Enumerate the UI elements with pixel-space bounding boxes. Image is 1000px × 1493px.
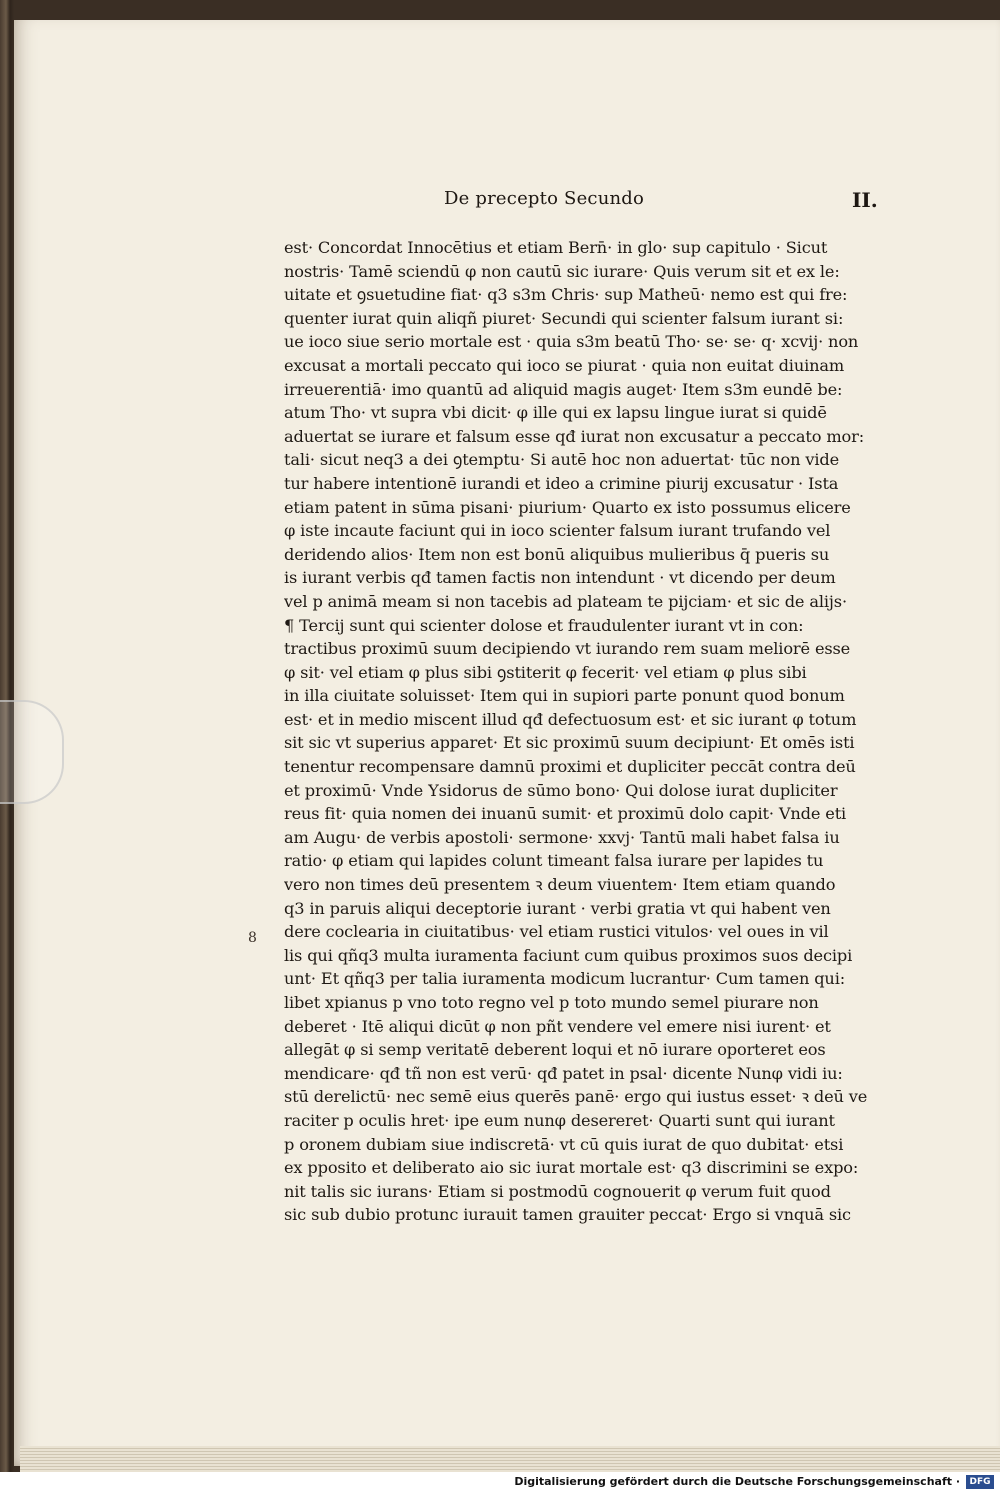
text-line: ratio· φ etiam qui lapides colunt timeant falsa iurare per lapides tu (284, 851, 824, 871)
text-line: libet xpianus p vno toto regno vel p toto mundo semel piurare non (284, 993, 819, 1012)
text-line: est· Concordat Innocētius et etiam Bern̄· in glo· sup capitulo · Sicut (284, 238, 828, 257)
text-line: ¶ Tercij sunt qui scienter dolose et fraudulenter iurant vt in con: (284, 615, 804, 635)
text-line: raciter p oculis hret· ipe eum nunφ desereret· Quarti sunt qui iurant (284, 1110, 835, 1130)
text-line: mendicare· qđ tñ non est verū· qđ patet in psal· dicente Nunφ vidi iu: (284, 1063, 843, 1083)
text-line: excusat a mortali peccato qui ioco se piurat · quia non euitat diuinam (284, 355, 845, 375)
text-line: ex pposito et deliberato aio sic iurat mortale est· q3 discrimini se expo: (284, 1158, 859, 1178)
text-line: etiam patent in sūma pisani· piurium· Quarto ex isto possumus elicere (284, 497, 851, 517)
book-page (14, 20, 1000, 1466)
text-line: tractibus proximū suum decipiendo vt iurando rem suam meliorē esse (284, 639, 851, 659)
text-line: in illa ciuitate soluisset· Item qui in supiori parte ponunt quod bonum (284, 686, 845, 706)
text-line: ue ioco siue serio mortale est · quia s3m beatū Tho· se· se· q· xcvij· non (284, 332, 859, 352)
page-clip (0, 700, 64, 804)
text-line: tenentur recompensare damnū proximi et dupliciter peccāt contra deū (284, 757, 856, 777)
text-line: uitate et ꝯsuetudine fiat· q3 s3m Chris· sup Matheū· nemo est qui fre: (284, 285, 848, 305)
text-line: nostris· Tamē sciendū φ non cautū sic iurare· Quis verum sit et ex le: (284, 261, 840, 281)
text-line: allegāt φ si semp veritatē deberent loqui et nō iurare oporteret eos (284, 1040, 826, 1060)
text-line: tur habere intentionē iurandi et ideo a crimine piurij excusatur · Ista (284, 473, 839, 493)
text-line: sic sub dubio protunc iurauit tamen grauiter peccat· Ergo si vnquā sic (284, 1205, 851, 1225)
running-head: De precepto Secundo (444, 188, 645, 209)
footer-bar (0, 1472, 1000, 1493)
body-text (284, 236, 914, 1227)
text-line: unt· Et qñq3 per talia iuramenta modicum lucrantur· Cum tamen qui: (284, 969, 846, 989)
text-line: φ sit· vel etiam φ plus sibi ꝯstiterit φ fecerit· vel etiam φ plus sibi (284, 662, 807, 682)
folio-number: II. (852, 188, 878, 212)
text-line: est· et in medio miscent illud qđ defectuosum est· et sic iurant φ totum (284, 709, 857, 729)
text-line: vel p animā meam si non tacebis ad plateam te pijciam· et sic de alijs· (284, 591, 847, 611)
text-line: stū derelictū· nec semē eius querēs panē· ergo qui iustus esset· ꝛ deū ve (284, 1087, 868, 1107)
text-line: reus fit· quia nomen dei inuanū sumit· et proximū dolo capit· Vnde eti (284, 804, 847, 824)
text-line: atum Tho· vt supra vbi dicit· φ ille qui ex lapsu lingue iurat si quidē (284, 403, 827, 423)
text-line: lis qui qñq3 multa iuramenta faciunt cum quibus proximos suos decipi (284, 945, 853, 965)
text-line: irreuerentiā· imo quantū ad aliquid magis auget· Item s3m eundē be: (284, 379, 843, 399)
margin-note: 8 (248, 930, 257, 946)
page-edges (20, 1446, 1000, 1472)
text-line: tali· sicut neq3 a dei ꝯtemptu· Si autē hoc non aduertat· tūc non vide (284, 450, 840, 470)
text-line: nit talis sic iurans· Etiam si postmodū cognouerit φ verum fuit quod (284, 1181, 831, 1201)
text-line: q3 in paruis aliqui deceptorie iurant · verbi gratia vt qui habent ven (284, 898, 831, 918)
text-line: et proximū· Vnde Ysidorus de sūmo bono· Qui dolose iurat dupliciter (284, 780, 838, 800)
text-line: deridendo alios· Item non est bonū aliquibus mulieribus q̄ pueris su (284, 544, 830, 564)
text-line: vero non times deū presentem ꝛ deum viuentem· Item etiam quando (284, 875, 836, 895)
text-line: am Augu· de verbis apostoli· sermone· xxvj· Tantū mali habet falsa iu (284, 827, 840, 847)
text-line: quenter iurat quin aliqñ piuret· Secundi qui scienter falsum iurant si: (284, 308, 844, 328)
text-line: dere coclearia in ciuitatibus· vel etiam rustici vitulos· vel oues in vil (284, 922, 829, 942)
text-line: deberet · Itē aliqui dicūt φ non pñt vendere vel emere nisi iurent· et (284, 1016, 831, 1036)
text-line: aduertat se iurare et falsum esse qđ iurat non excusatur a peccato mor: (284, 426, 865, 446)
text-line: φ iste incaute faciunt qui in ioco scienter falsum iurant trufando vel (284, 521, 831, 541)
text-line: sit sic vt superius apparet· Et sic proximū suum decipiunt· Et omēs isti (284, 733, 855, 753)
footer-credit: Digitalisierung gefördert durch die Deutsche Forschungsgemeinschaft · (514, 1475, 960, 1488)
text-line: p oronem dubiam siue indiscretā· vt cū quis iurat de quo dubitat· etsi (284, 1134, 844, 1154)
dfg-logo: DFG (966, 1475, 994, 1489)
text-line: is iurant verbis qđ tamen factis non intendunt · vt dicendo per deum (284, 568, 836, 588)
